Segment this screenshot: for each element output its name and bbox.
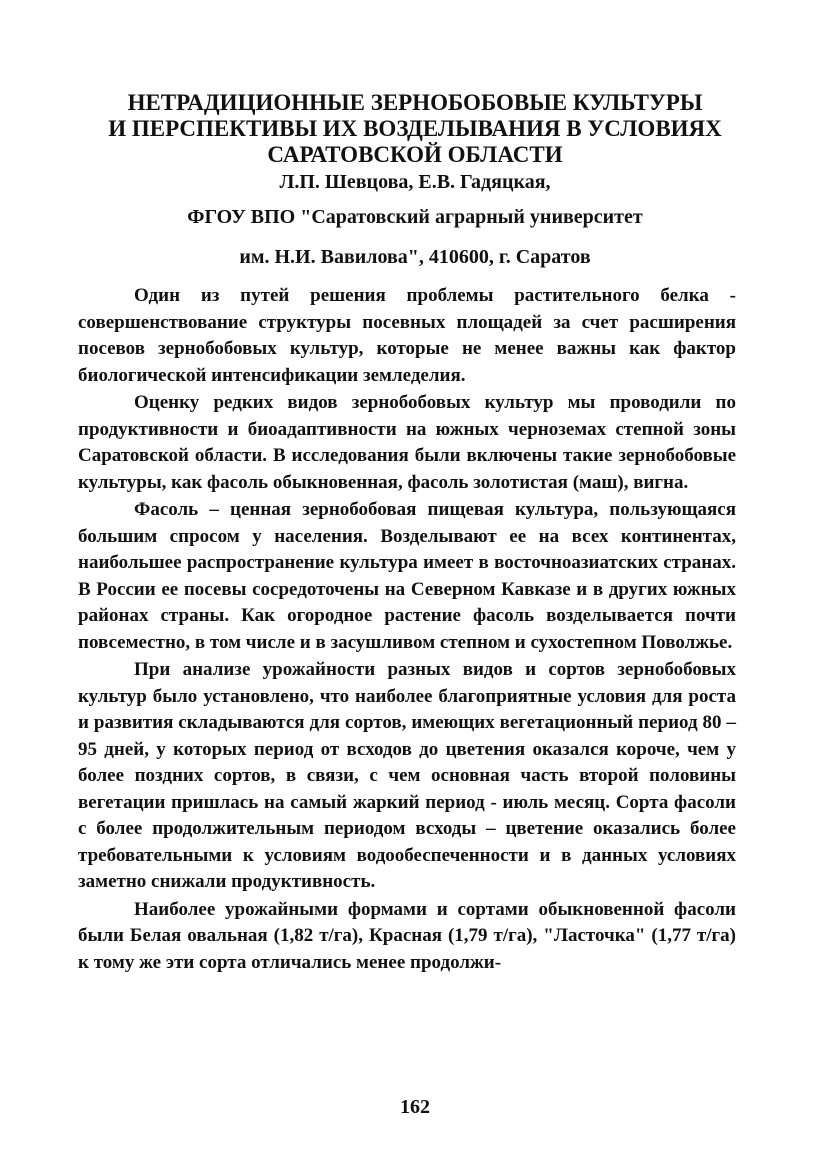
affiliation-line-2: им. Н.И. Вавилова", 410600, г. Саратов <box>239 246 591 268</box>
page-number: 162 <box>400 1096 430 1118</box>
paragraph: Фасоль – ценная зернобобовая пищевая культура, пользующаяся большим спросом у населения. Возделывают ее на всех континентах, наибольшее распространение культура имеет в восточноазиатских странах. В России ее посевы сосредоточены на Северном Кавказе и в других южных районах страны. Как огородное растение фасоль возделывается почти повсеместно, в том числе и в засушливом степном и сухостепном Поволжье. <box>78 499 736 653</box>
paragraph: При анализе урожайности разных видов и сортов зернобобовых культур было установлено, что наиболее благоприятные условия для роста и развития складываются для сортов, имеющих вегетационный период 80 – 95 дней, у которых период от всходов до цветения оказался короче, чем у более поздних сортов, в связи, с чем основная часть второй половины вегетации пришлась на самый жаркий период - июль месяц. Сорта фасоли с более продолжительным периодом всходы – цветение оказались более требовательными к условиям водообеспеченности и в данных условиях заметно снижали продуктивность. <box>78 659 736 892</box>
paragraph: Наиболее урожайными формами и сортами обыкновенной фасоли были Белая овальная (1,82 т/га), Красная (1,79 т/га), "Ласточка" (1,77 т/га) к тому же эти сорта отличались менее продолжи- <box>78 898 736 973</box>
affiliation-line-1: ФГОУ ВПО "Саратовский аграрный университет <box>187 206 643 228</box>
paragraph: Оценку редких видов зернобобовых культур мы проводили по продуктивности и биоадаптивности на южных черноземах степной зоны Саратовской области. В исследования были включены такие зернобобовые культуры, как фасоль обыкновенная, фасоль золотистая (маш), вигна. <box>78 392 736 493</box>
authors: Л.П. Шевцова, Е.В. Гадяцкая, <box>279 171 551 193</box>
article-body <box>78 283 736 977</box>
title-line: НЕТРАДИЦИОННЫЕ ЗЕРНОБОБОВЫЕ КУЛЬТУРЫ <box>127 90 703 115</box>
title-line: САРАТОВСКОЙ ОБЛАСТИ <box>267 142 563 167</box>
paragraph: Один из путей решения проблемы растительного белка - совершенствование структуры посевных площадей за счет расширения посевов зернобобовых культур, которые не менее важны как фактор биологической интенсификации земледелия. <box>78 285 736 386</box>
title-line: И ПЕРСПЕКТИВЫ ИХ ВОЗДЕЛЫВАНИЯ В УСЛОВИЯХ <box>108 116 722 141</box>
article-title <box>80 90 750 168</box>
